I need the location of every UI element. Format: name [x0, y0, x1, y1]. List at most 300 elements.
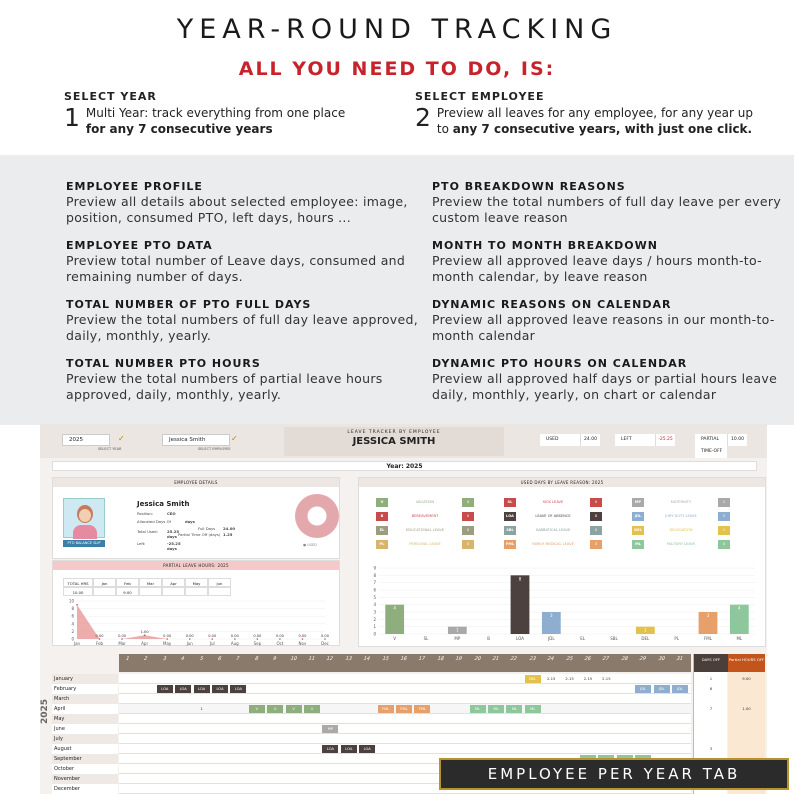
reason-item — [376, 512, 476, 521]
reason-item — [504, 498, 604, 507]
data-point — [99, 638, 101, 640]
y-tick-label: 1 — [373, 624, 376, 630]
x-tick-label: ML — [736, 636, 743, 641]
reason-item — [632, 498, 732, 507]
calendar-month-label: May — [52, 714, 118, 724]
data-point — [189, 638, 191, 640]
calendar-leave-cell: LOA — [359, 745, 375, 753]
table-header-cell: Jan — [93, 578, 116, 587]
data-label: 3 — [550, 613, 553, 618]
calendar-leave-cell: LOA — [212, 685, 228, 693]
calendar-day-number: 5 — [198, 656, 204, 662]
leave-reasons-panel — [358, 477, 766, 647]
reason-name: EDUCATIONAL LEAVE — [406, 528, 444, 532]
data-label: 0.00 — [118, 634, 127, 638]
reason-count: 0 — [462, 512, 474, 521]
reason-name: BEREAVEMENT — [411, 514, 439, 518]
feature-heading: EMPLOYEE PROFILE — [66, 180, 203, 193]
feature-body: Preview all details about selected employee: image, position, consumed PTO, left days, hours ... — [66, 194, 408, 225]
calendar-day-number: 17 — [417, 656, 427, 662]
calendar-leave-cell: ML — [506, 705, 522, 713]
data-label: 0.00 — [275, 634, 284, 638]
x-tick-label: Aug — [230, 641, 239, 646]
data-label: 4 — [738, 605, 741, 611]
x-tick-label: Apr — [141, 641, 149, 646]
profile-partial: Partial Time Off (days) 1.25 — [178, 532, 233, 537]
calendar-day-number: 8 — [253, 656, 259, 662]
y-tick-label: 9 — [373, 565, 376, 571]
partial-label: PARTIAL TIME-OFF — [695, 434, 727, 458]
partial-hours-area-chart — [63, 597, 333, 647]
feature-item — [66, 239, 421, 285]
data-point — [76, 604, 78, 606]
calendar-month-label: February — [52, 684, 118, 694]
employee-select-caption: SELECT EMPLOYEE — [198, 447, 231, 451]
calendar-leave-cell: FML — [378, 705, 394, 713]
calendar-day-number: 11 — [307, 656, 316, 662]
feature-heading: TOTAL NUMBER PTO HOURS — [66, 357, 261, 370]
table-cell: 9.00 — [116, 587, 139, 596]
data-point — [324, 638, 326, 640]
data-label: 0.00 — [163, 634, 172, 638]
table-cell — [93, 587, 116, 596]
partial-hours-panel — [52, 560, 340, 646]
data-label: 3 — [706, 613, 710, 618]
calendar-month-label: June — [52, 724, 118, 734]
calendar-leave-cell: LOA — [194, 685, 210, 693]
partial-hours-table — [63, 578, 231, 596]
calendar-month-label: July — [52, 734, 118, 744]
table-cell — [139, 587, 162, 596]
calendar-leave-cell: ML — [525, 705, 541, 713]
days-off-value: 6 — [709, 686, 713, 691]
y-tick-label: 3 — [373, 609, 376, 615]
calendar-leave-cell: ML — [470, 705, 486, 713]
x-tick-label: Nov — [298, 641, 307, 646]
calendar-day-number: 19 — [454, 656, 463, 662]
reason-name: SICK LEAVE — [542, 500, 564, 504]
calendar-row — [119, 744, 691, 754]
panel-title: USED DAYS BY LEAVE REASON: 2025 — [359, 478, 765, 487]
x-tick-label: LOA — [516, 636, 524, 641]
reason-count: 0 — [462, 540, 474, 549]
reason-item — [376, 526, 476, 535]
calendar-day-number: 22 — [509, 656, 519, 662]
y-tick-label: 8 — [373, 572, 376, 578]
calendar-hours-cell: 2.15 — [565, 676, 574, 681]
area-series — [77, 605, 325, 639]
hours-off-value: 9.00 — [742, 676, 751, 681]
employee-select[interactable]: Jessica Smith — [162, 434, 230, 446]
x-tick-label: Jul — [209, 641, 215, 646]
profile-position: Position: CEO — [137, 511, 176, 516]
calendar-day-number: 6 — [216, 656, 223, 662]
feature-heading: DYNAMIC PTO HOURS ON CALENDAR — [432, 357, 688, 370]
data-point — [302, 638, 304, 640]
y-tick-label: 6 — [373, 587, 376, 593]
feature-item — [432, 357, 787, 403]
employee-header — [284, 427, 504, 456]
table-cell: 10.00 — [63, 587, 93, 596]
table-header-cell: TOTAL HRS — [63, 578, 93, 587]
hours-off-value — [728, 685, 765, 693]
reason-count: 4 — [718, 540, 730, 549]
feature-body: Preview total number of Leave days, consumed and remaining number of days. — [66, 253, 406, 284]
calendar-leave-cell: ML — [488, 705, 504, 713]
calendar-day-number: 12 — [325, 656, 335, 662]
table-header-cell: Apr — [162, 578, 185, 587]
used-label: USED — [540, 434, 580, 446]
checkmark-icon: ✓ — [118, 434, 125, 443]
y-tick-label: 10 — [68, 598, 74, 604]
table-header-cell: Feb — [116, 578, 139, 587]
feature-heading: PTO BREAKDOWN REASONS — [432, 180, 626, 193]
calendar-leave-cell: JDL — [654, 685, 670, 693]
data-point — [279, 638, 281, 640]
reason-item — [376, 540, 476, 549]
step-heading: SELECT EMPLOYEE — [415, 90, 545, 103]
calendar-month-label: March — [52, 694, 118, 704]
profile-left: Left: -25.25 days — [137, 541, 181, 551]
x-tick-label: JDL — [548, 636, 555, 641]
reason-count: 0 — [462, 526, 474, 535]
reason-code: PL — [376, 540, 388, 549]
calendar-day-number: 21 — [491, 656, 500, 662]
calendar-day-number: 13 — [344, 656, 353, 662]
calendar-leave-cell: LOA — [322, 745, 338, 753]
reason-item — [504, 526, 604, 535]
y-tick-label: 2 — [373, 616, 376, 622]
feature-heading: TOTAL NUMBER OF PTO FULL DAYS — [66, 298, 312, 311]
feature-body: Preview all approved leave days / hours month-to-month calendar, by leave reason — [432, 253, 762, 284]
page-title: YEAR-ROUND TRACKING — [176, 14, 618, 45]
page-subtitle: ALL YOU NEED TO DO, IS: — [238, 58, 556, 80]
reason-item — [376, 498, 476, 507]
calendar-day-number: 31 — [675, 656, 684, 662]
calendar-row — [119, 724, 691, 734]
reason-code: LOA — [504, 512, 516, 521]
x-tick-label: V — [393, 636, 397, 641]
x-tick-label: SBL — [610, 636, 618, 641]
reason-count: 0 — [590, 498, 602, 507]
days-off-value: 7 — [709, 706, 713, 711]
profile-allocated: Allocated Days Of days — [137, 519, 195, 524]
calendar-leave-cell: DEL — [525, 675, 541, 683]
reason-name: MILITARY LEAVE — [666, 542, 696, 546]
x-tick-label: PL — [674, 636, 679, 641]
calendar-day-number: 24 — [546, 656, 555, 662]
calendar-month-label: September — [52, 754, 118, 764]
calendar-leave-cell: FML — [414, 705, 430, 713]
table-cell — [162, 587, 185, 596]
hours-off-value — [728, 695, 765, 703]
tab-badge — [439, 758, 789, 790]
step-number: 1 — [64, 103, 80, 132]
tab-badge-label: EMPLOYEE PER YEAR TAB — [487, 765, 741, 783]
reason-name: DELEGATION — [669, 528, 693, 532]
reason-count: 1 — [718, 526, 730, 535]
calendar-day-number: 20 — [472, 656, 482, 662]
x-tick-label: EL — [580, 636, 586, 641]
reason-code: DEL — [632, 526, 644, 535]
calendar-leave-cell: JDL — [635, 685, 651, 693]
employee-details-panel — [52, 477, 340, 559]
data-point — [121, 638, 123, 640]
donut-legend: ● USED — [303, 543, 317, 547]
table-header-cell: Jun — [208, 578, 231, 587]
data-label: 1.00 — [140, 630, 149, 635]
calendar-hours-cell: 1 — [200, 706, 203, 711]
reason-code: FML — [504, 540, 516, 549]
calendar-day-number: 16 — [399, 656, 408, 662]
days-off-value — [694, 735, 728, 743]
data-label: 0.00 — [185, 634, 194, 638]
calendar-day-number: 14 — [362, 656, 371, 662]
calendar-day-number: 7 — [235, 656, 241, 662]
y-tick-label: 7 — [373, 580, 376, 586]
reason-name: MATERNITY — [670, 500, 692, 504]
tracker-label: LEAVE TRACKER BY EMPLOYEE — [347, 430, 441, 435]
feature-body: Preview all approved half days or partial hours leave daily, monthly, yearly, on chart or calendar — [432, 371, 778, 402]
calendar-day-number: 2 — [143, 656, 149, 662]
calendar-leave-cell: V — [249, 705, 265, 713]
reason-item — [632, 540, 732, 549]
y-tick-label: 4 — [373, 602, 376, 608]
profile-full-days: Full Days 24.00 — [198, 526, 236, 531]
y-tick-label: 5 — [373, 594, 376, 600]
calendar-leave-cell: LOA — [175, 685, 191, 693]
calendar-row — [119, 714, 691, 724]
feature-heading: MONTH TO MONTH BREAKDOWN — [432, 239, 658, 252]
hours-off-value: 1.00 — [742, 706, 751, 711]
reason-code: V — [376, 498, 388, 507]
data-point — [234, 638, 236, 640]
reason-count: 3 — [590, 540, 602, 549]
pto-balance-slip-button[interactable]: PTO BALANCE SLIP — [63, 540, 105, 547]
feature-item — [432, 298, 787, 344]
x-tick-label: FML — [704, 636, 712, 641]
reason-count: 1 — [718, 498, 730, 507]
calendar-hours-cell: 2.15 — [546, 676, 556, 681]
reason-name: FAMILY MEDICAL LEAVE — [532, 542, 574, 546]
y-tick-label: 0 — [373, 631, 376, 637]
calendar-leave-cell: LOA — [341, 745, 357, 753]
calendar-day-number: 3 — [161, 656, 167, 662]
table-cell — [185, 587, 208, 596]
panel-title: PARTIAL LEAVE HOURS: 2025 — [53, 561, 339, 570]
calendar-day-number: 26 — [583, 656, 592, 662]
calendar-leave-cell: V — [304, 705, 320, 713]
calendar-day-number: 23 — [528, 656, 537, 662]
days-off-value: 3 — [709, 746, 713, 751]
calendar-day-number: 10 — [288, 656, 298, 662]
calendar-leave-cell: V — [286, 705, 302, 713]
calendar-day-number: 15 — [380, 656, 390, 662]
left-label: LEFT — [615, 434, 655, 446]
year-select[interactable]: 2025 — [62, 434, 110, 446]
used-value: 24.00 — [580, 434, 600, 446]
feature-body: Preview all approved leave reasons in our month-to-month calendar — [432, 312, 775, 343]
data-label: 0.00 — [208, 634, 217, 638]
step-select-employee — [415, 90, 755, 137]
calendar-leave-cell: FML — [396, 705, 412, 713]
calendar-month-label: August — [52, 744, 118, 754]
reason-item — [632, 512, 732, 521]
data-point — [144, 634, 146, 636]
y-tick-label: 2 — [71, 628, 74, 634]
calendar-year-label: 2025 — [40, 698, 50, 724]
hours-off-value — [728, 745, 765, 753]
y-tick-label: 4 — [71, 621, 74, 627]
x-tick-label: Mar — [118, 641, 126, 646]
calendar-day-number: 25 — [564, 656, 574, 662]
calendar-leave-cell: LOA — [157, 685, 173, 693]
step-heading: SELECT YEAR — [64, 90, 157, 103]
calendar-month-label: April — [52, 704, 118, 714]
data-label: 8 — [518, 576, 522, 582]
x-tick-label: Oct — [276, 641, 284, 646]
data-label: 4 — [393, 605, 396, 611]
calendar-day-number: 4 — [180, 656, 186, 662]
reason-code: JDL — [632, 512, 644, 521]
left-value: -25.25 — [655, 434, 675, 446]
reason-name: JURY DUTY LEAVE — [665, 514, 697, 518]
year-select-caption: SELECT YEAR — [98, 447, 122, 451]
year-bar: Year: 2025 — [52, 461, 757, 471]
calendar-day-number: 28 — [620, 656, 629, 662]
employee-name: JESSICA SMITH — [352, 436, 436, 447]
data-label: 0.00 — [253, 634, 262, 638]
y-tick-label: 8 — [71, 606, 74, 612]
profile-name: Jessica Smith — [137, 500, 190, 508]
feature-body: Preview the total numbers of full day leave per every custom leave reason — [432, 194, 782, 225]
partial-value: 10.00 — [727, 434, 747, 446]
reason-name: VACATION — [415, 500, 435, 504]
calendar-day-number: 1 — [124, 656, 131, 662]
data-label: 0.00 — [320, 634, 330, 638]
data-point — [211, 638, 213, 640]
table-cell — [208, 587, 231, 596]
x-tick-label: Jan — [73, 641, 81, 646]
x-tick-label: DEL — [641, 636, 650, 641]
reason-code: SL — [504, 498, 516, 507]
feature-item — [66, 357, 421, 403]
reason-name: LEAVE OF ABSENCE — [535, 514, 571, 518]
reason-code: EL — [376, 526, 388, 535]
checkmark-icon: ✓ — [231, 434, 238, 443]
spreadsheet-preview — [40, 424, 767, 794]
feature-body: Preview the total numbers of full day leave approved, daily, monthly, yearly. — [66, 312, 418, 343]
table-header-cell: May — [185, 578, 208, 587]
calendar-month-label: January — [52, 674, 118, 684]
hours-off-value — [728, 735, 765, 743]
hours-off-value — [728, 715, 765, 723]
days-off-value — [694, 695, 728, 703]
days-off-header: DAYS OFF — [694, 654, 728, 672]
feature-item — [432, 180, 787, 226]
reason-code: B — [376, 512, 388, 521]
x-tick-label: Feb — [95, 641, 104, 646]
feature-body: Preview the total numbers of partial leave hours approved, daily, monthly, yearly. — [66, 371, 383, 402]
calendar-row — [119, 694, 691, 704]
calendar-leave-cell: JDL — [672, 685, 688, 693]
calendar-leave-cell: LOA — [230, 685, 246, 693]
employee-avatar — [63, 498, 105, 538]
hours-off-value — [728, 725, 765, 733]
data-label: 0.00 — [95, 634, 104, 638]
calendar-day-number: 30 — [656, 656, 666, 662]
reason-count: 8 — [590, 512, 602, 521]
y-tick-label: 6 — [71, 613, 74, 619]
step-text: Preview all leaves for any employee, for any year up to any 7 consecutive years, with just one click. — [436, 106, 753, 136]
table-header-cell: Mar — [139, 578, 162, 587]
calendar-leave-cell: V — [267, 705, 283, 713]
used-donut-chart — [295, 494, 339, 538]
feature-heading: EMPLOYEE PTO DATA — [66, 239, 213, 252]
sheet-topbar — [40, 424, 767, 458]
x-tick-label: Jun — [186, 641, 193, 646]
feature-heading: DYNAMIC REASONS ON CALENDAR — [432, 298, 672, 311]
calendar-month-label: October — [52, 764, 118, 774]
step-text: Multi Year: track everything from one place for any 7 consecutive years — [85, 106, 346, 136]
calendar-row — [119, 734, 691, 744]
step-select-year — [64, 90, 404, 137]
feature-item — [66, 298, 421, 344]
calendar-day-number: 29 — [638, 656, 647, 662]
calendar-day-number: 18 — [436, 656, 445, 662]
data-label: 1 — [644, 627, 647, 633]
x-tick-label: B — [487, 636, 491, 641]
calendar-hours-cell: 2.15 — [583, 676, 593, 681]
x-tick-label: Sep — [253, 641, 262, 646]
data-label: 1 — [456, 627, 459, 633]
days-off-value: 1 — [709, 676, 713, 681]
reason-code: ML — [632, 540, 644, 549]
data-point — [257, 638, 259, 640]
reason-code: SBL — [504, 526, 516, 535]
profile-total-used: Total Used: 25.25 days — [137, 529, 180, 539]
reason-count: 4 — [462, 498, 474, 507]
x-tick-label: Dec — [321, 641, 329, 646]
bar — [511, 575, 530, 634]
y-tick-label: 0 — [71, 636, 74, 642]
reason-name: SABBATICAL LEAVE — [535, 528, 571, 532]
calendar-day-number: 9 — [272, 656, 278, 662]
reason-count: 0 — [590, 526, 602, 535]
days-off-value — [694, 725, 728, 733]
feature-item — [432, 239, 787, 285]
reason-item — [632, 526, 732, 535]
data-point — [166, 638, 168, 640]
feature-item — [66, 180, 421, 226]
reason-count: 2 — [718, 512, 730, 521]
hours-off-header: Partial HOURS OFF — [728, 654, 765, 672]
calendar-month-label: November — [52, 774, 118, 784]
features-section — [0, 155, 794, 425]
calendar-month-label: December — [52, 784, 118, 794]
reasons-bar-chart — [365, 564, 760, 644]
panel-title: EMPLOYEE DETAILS — [53, 478, 339, 487]
calendar-hours-cell: 2.15 — [602, 676, 611, 681]
reason-item — [504, 540, 604, 549]
data-label: 0.00 — [230, 634, 239, 638]
days-off-value — [694, 715, 728, 723]
x-tick-label: MP — [454, 636, 461, 641]
data-label: 0.00 — [298, 634, 307, 638]
reason-name: PERSONAL LEAVE — [409, 542, 441, 546]
step-number: 2 — [415, 103, 431, 132]
x-tick-label: May — [163, 641, 172, 646]
